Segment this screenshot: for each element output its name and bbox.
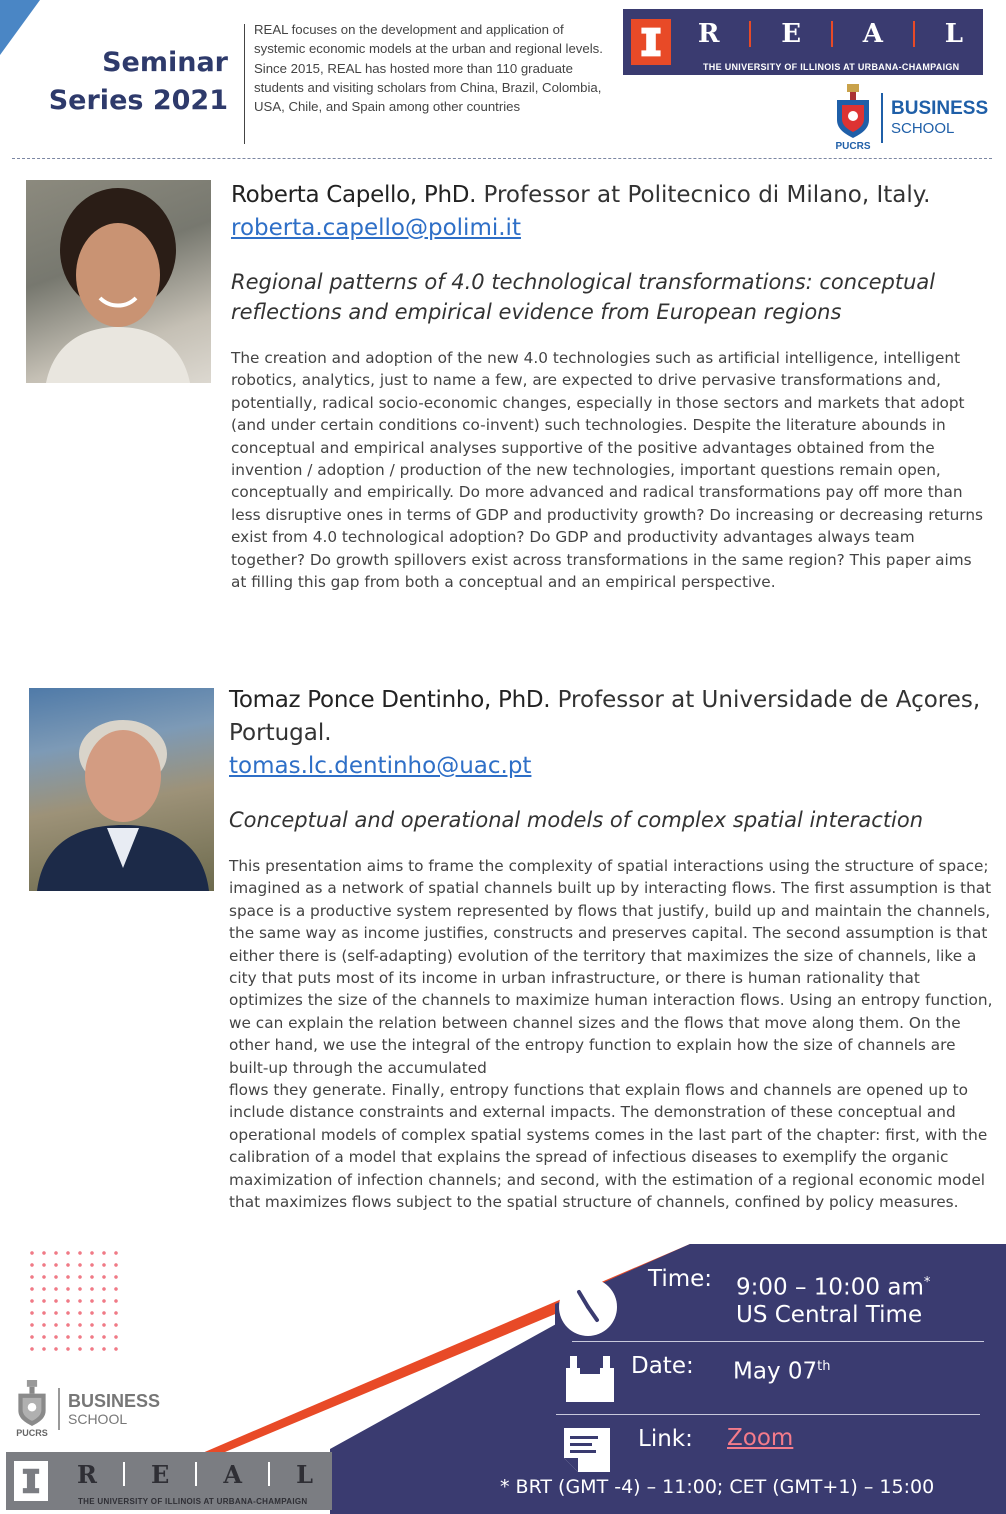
pucrs-crest-icon: PUCRS	[833, 84, 873, 152]
illinois-block-i-icon	[631, 19, 671, 65]
document-link-icon	[564, 1428, 610, 1472]
info-separator	[556, 1414, 980, 1415]
seminar-series-title: Seminar Series 2021	[48, 47, 228, 116]
illinois-block-i-icon	[14, 1461, 48, 1501]
speaker-block-1	[231, 179, 991, 593]
calendar-icon	[566, 1356, 614, 1402]
talk-abstract: This presentation aims to frame the complexity of spatial interactions using the structure of space; imagined as a network of spatial channels built up by interacting flows. The first assumption is that space is a productive system represented by flows that justify, build up and maintain the channels, the same way as income justifies, constructs and preserves capital. The second assumption is that either there is (self-adapting) evolution of the territory that maximizes the size of channels, like a city that puts most of its income in urban infrastructure, or there is human rationality that optimizes the size of the channels to maximize human interaction flows. Using an entropy function, we can explain the relation between channel sizes and the flows that move along them. On the other hand, we use the integral of the entropy function to explain how the size of channels are built-up through the accumulated flows they generate. Finally, entropy functions that explain flows and channels are opened up to include distance constraints and external impacts. The demonstration of these conceptual and operational models of complex spatial systems comes in the last part of the chapter: first, with the calibration of a model that explains the spread of infectious diseases to exemplify the organic maximization of infection channels; and second, with the estimation of a regional economic model that maximizes flows subject to the spatial structure of channels, confined by policy measures.	[229, 857, 993, 1212]
pucrs-business-school-logo-top: PUCRS BUSINESS SCHOOL	[833, 84, 988, 152]
pucrs-crest-icon: PUCRS	[14, 1380, 50, 1438]
speaker-photo-roberta-capello	[26, 180, 211, 383]
speaker-affiliation: Professor at Universidade de Açores, Portugal.	[229, 687, 981, 746]
speaker-name: Roberta Capello, PhD.	[231, 182, 477, 208]
real-logo-bottom: R E A L THE UNIVERSITY OF ILLINOIS AT URBANA-CHAMPAIGN	[6, 1452, 332, 1510]
talk-abstract: The creation and adoption of the new 4.0 technologies such as artificial intelligence, intelligent robotics, analytics, just to name a few, are expected to drive pervasive transformations and, potentially, radical socio-economic changes, especially in those sectors and markets that adopt (and under certain conditions co-invent) such technologies. Despite the literature abounds in conceptual and empirical analyses supportive of the positive advantages obtained from the invention / adoption / production of the new technologies, important questions remain open, conceptually and empirically. Do more advanced and radical transformations pay off more than less disruptive ones in terms of GDP and productivity growth? Do increasing or decreasing returns exist from 4.0 technological adoption? Do GDP and productivity advantages always team together? Do growth spillovers exist across transformations in the same region? This paper aims at filling this gap from both a conceptual and an empirical perspective.	[231, 349, 983, 592]
real-logo-top: R E A L THE UNIVERSITY OF ILLINOIS AT URBANA-CHAMPAIGN	[623, 9, 983, 75]
pucrs-business-school-logo-bottom: PUCRS BUSINESS SCHOOL	[14, 1380, 160, 1438]
header-divider	[244, 24, 245, 144]
speaker-name: Tomaz Ponce Dentinho, PhD.	[229, 687, 551, 713]
clock-icon	[557, 1276, 619, 1338]
speaker-email-link[interactable]: tomas.lc.dentinho@uac.pt	[229, 753, 532, 779]
talk-title: Conceptual and operational models of complex spatial interaction	[229, 808, 924, 832]
speaker-photo-tomaz-dentinho	[29, 688, 214, 891]
timezone-footnote: * BRT (GMT -4) – 11:00; CET (GMT+1) – 15:00	[500, 1476, 935, 1498]
real-intro-text: REAL focuses on the development and application of systemic economic models at the urban and regional levels. Since 2015, REAL has hosted more than 110 graduate students and visiting scholars from China, Brazil, Colombia, USA, Chile, and Spain among other countries	[254, 22, 603, 115]
speaker-affiliation: Professor at Politecnico di Milano, Italy.	[476, 182, 931, 208]
speaker-email-link[interactable]: roberta.capello@polimi.it	[231, 215, 521, 241]
talk-title: Regional patterns of 4.0 technological transformations: conceptual reflections and empirical evidence from European regions	[231, 270, 936, 324]
header-dashed-separator	[12, 158, 992, 159]
info-separator	[572, 1341, 984, 1342]
speaker-block-2	[229, 684, 994, 1214]
zoom-link[interactable]: Zoom	[727, 1425, 794, 1451]
